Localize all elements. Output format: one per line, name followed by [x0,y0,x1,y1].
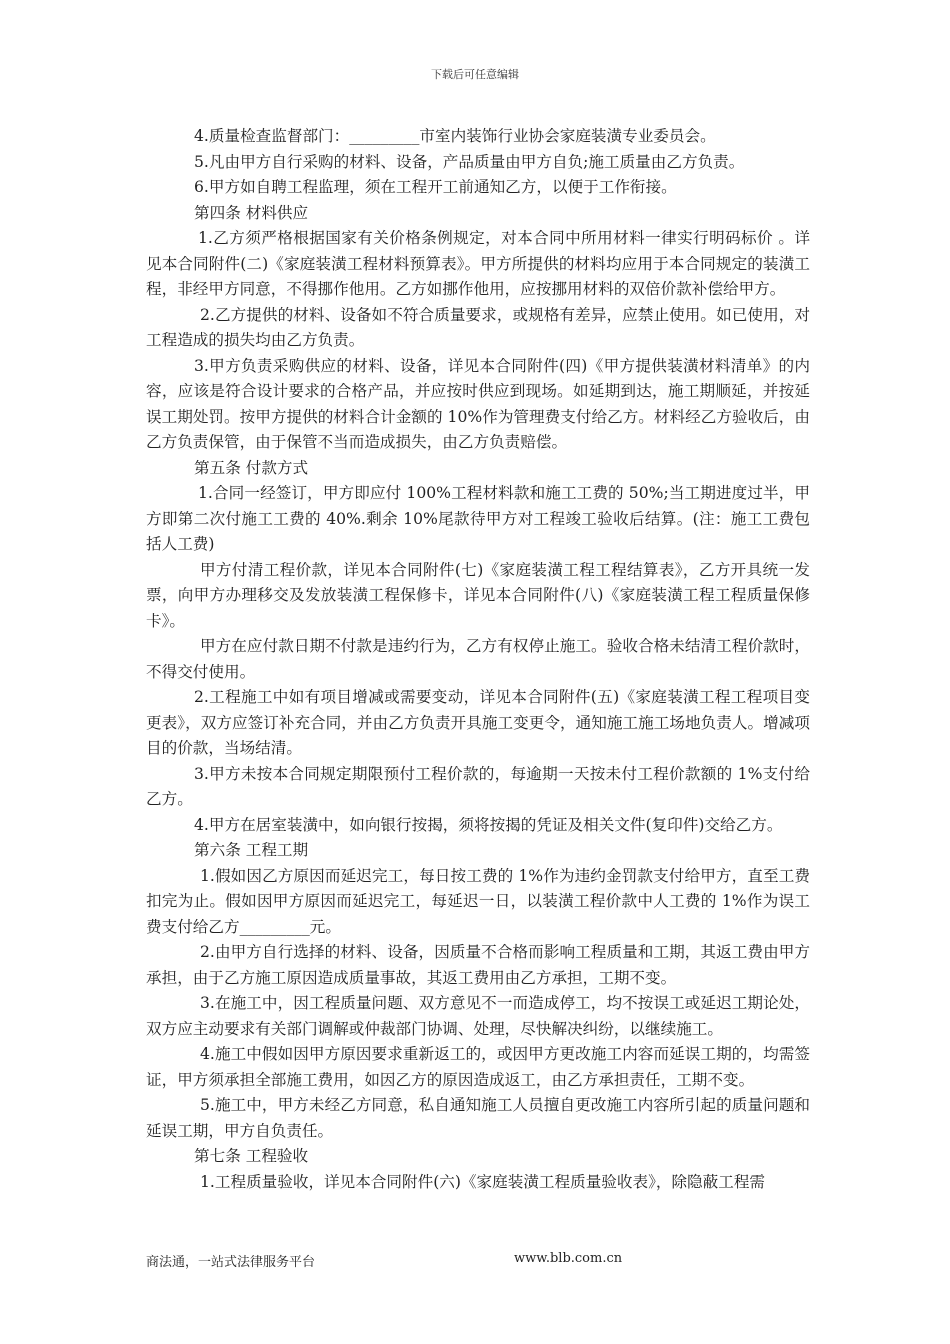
paragraph: 1.工程质量验收，详见本合同附件(六)《家庭装潢工程质量验收表》，除隐蔽工程需 [200,1172,766,1191]
paragraph: 4.施工中假如因甲方原因要求重新返工的，或因甲方更改施工内容而延误工期的，均需签证，甲方须承担全部施工费用，如因乙方的原因造成返工，由乙方承担责任，工期不变。 [146,1045,810,1089]
paragraph: 3.甲方未按本合同规定期限预付工程价款的，每逾期一天按未付工程价款额的 1%支付给乙方。 [146,764,810,808]
paragraph: 2.由甲方自行选择的材料、设备，因质量不合格而影响工程质量和工期，其返工费由甲方承担，由于乙方施工原因造成质量事故，其返工费用由乙方承担，工期不变。 [146,943,810,987]
paragraph: 1.乙方须严格根据国家有关价格条例规定，对本合同中所用材料一律实行明码标价 。详见本合同附件(二)《家庭装潢工程材料预算表》。甲方所提供的材料均应用于本合同规定的装潢工程，非经甲方同意，不得挪作他用。乙方如挪作他用，应按挪用材料的双倍价款补偿给甲方。 [146,229,810,298]
paragraph: 4.甲方在居室装潢中，如向银行按揭，须将按揭的凭证及相关文件(复印件)交给乙方。 [194,815,783,834]
section-heading: 第六条 工程工期 [194,841,309,859]
section-heading: 第五条 付款方式 [194,458,309,477]
footer-brand: 商法通，一站式法律服务平台 [146,1255,316,1270]
paragraph: 6.甲方如自聘工程监理，须在工程开工前通知乙方，以便于工作衔接。 [194,178,677,196]
paragraph: 5.施工中，甲方未经乙方同意，私自通知施工人员擅自更改施工内容所引起的质量问题和延误工期，甲方自负责任。 [146,1096,810,1140]
paragraph: 1.假如因乙方原因而延迟完工，每日按工费的 1%作为违约金罚款支付给甲方，直至工费扣完为止。假如因甲方原因而延迟完工，每延迟一日，以装潢工程价款中人工费的 1%作为误工费支付给乙方_________元。 [146,866,810,936]
paragraph: 2.乙方提供的材料、设备如不符合质量要求，或规格有差异，应禁止使用。如已使用，对工程造成的损失均由乙方负责。 [146,305,810,349]
section-heading: 第七条 工程验收 [194,1147,309,1165]
footer-url: www.blb.com.cn [514,1251,623,1266]
paragraph: 1.合同一经签订，甲方即应付 100%工程材料款和施工工费的 50%;当工期进度过半，甲方即第二次付施工工费的 40%.剩余 10%尾款待甲方对工程竣工验收后结算。(注：施工工费包括人工费) [146,484,810,553]
paragraph: 3.甲方负责采购供应的材料、设备，详见本合同附件(四)《甲方提供装潢材料清单》的内容，应该是符合设计要求的合格产品，并应按时供应到现场。如延期到达，施工期顺延，并按延误工期处罚。按甲方提供的材料合计金额的 10%作为管理费支付给乙方。材料经乙方验收后，由乙方负责保管，由于保管不当而造成损失，由乙方负责赔偿。 [146,356,810,451]
page-header: 下载后可任意编辑 [431,68,519,81]
paragraph: 4.质量检查监督部门：_________市室内装饰行业协会家庭装潢专业委员会。 [194,127,716,145]
contract-body [146,124,810,1195]
section-heading: 第四条 材料供应 [194,203,309,222]
paragraph: 甲方付清工程价款，详见本合同附件(七)《家庭装潢工程工程结算表》，乙方开具统一发票，向甲方办理移交及发放装潢工程保修卡，详见本合同附件(八)《家庭装潢工程工程质量保修卡》。 [146,560,810,630]
paragraph: 5.凡由甲方自行采购的材料、设备，产品质量由甲方自负;施工质量由乙方负责。 [194,152,745,171]
paragraph: 3.在施工中，因工程质量问题、双方意见不一而造成停工，均不按误工或延迟工期论处，双方应主动要求有关部门调解或仲裁部门协调、处理，尽快解决纠纷，以继续施工。 [146,994,810,1038]
paragraph: 甲方在应付款日期不付款是违约行为，乙方有权停止施工。验收合格未结清工程价款时，不得交付使用。 [146,637,810,681]
paragraph: 2.工程施工中如有项目增减或需要变动，详见本合同附件(五)《家庭装潢工程工程项目变更表》，双方应签订补充合同，并由乙方负责开具施工变更令，通知施工施工场地负责人。增减项目的价款，当场结清。 [146,688,810,757]
